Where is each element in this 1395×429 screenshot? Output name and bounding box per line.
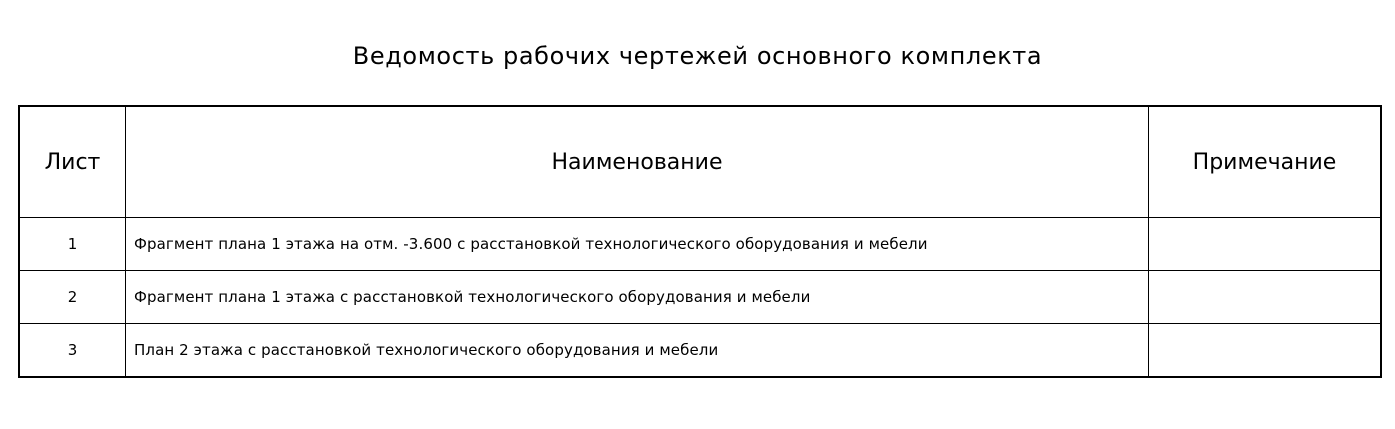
page-title: Ведомость рабочих чертежей основного комплекта (352, 42, 1043, 70)
column-header-sheet: Лист (19, 106, 126, 218)
cell-drawing-name: План 2 этажа с расстановкой технологического оборудования и мебели (126, 324, 1149, 378)
table-row (19, 271, 1381, 324)
cell-drawing-name: Фрагмент плана 1 этажа на отм. -3.600 с расстановкой технологического оборудования и мебели (126, 218, 1149, 271)
table-row (19, 218, 1381, 271)
cell-remark (1149, 218, 1382, 271)
cell-drawing-name: Фрагмент плана 1 этажа с расстановкой технологического оборудования и мебели (126, 271, 1149, 324)
cell-remark (1149, 271, 1382, 324)
table-body (19, 218, 1381, 378)
cell-sheet-number: 2 (19, 271, 126, 324)
cell-sheet-number: 3 (19, 324, 126, 378)
column-header-remark: Примечание (1149, 106, 1382, 218)
cell-sheet-number: 1 (19, 218, 126, 271)
table-row (19, 324, 1381, 378)
drawing-list-table (18, 105, 1382, 378)
cell-remark (1149, 324, 1382, 378)
table-header-row (19, 106, 1381, 218)
table-header (19, 106, 1381, 218)
column-header-name: Наименование (126, 106, 1149, 218)
